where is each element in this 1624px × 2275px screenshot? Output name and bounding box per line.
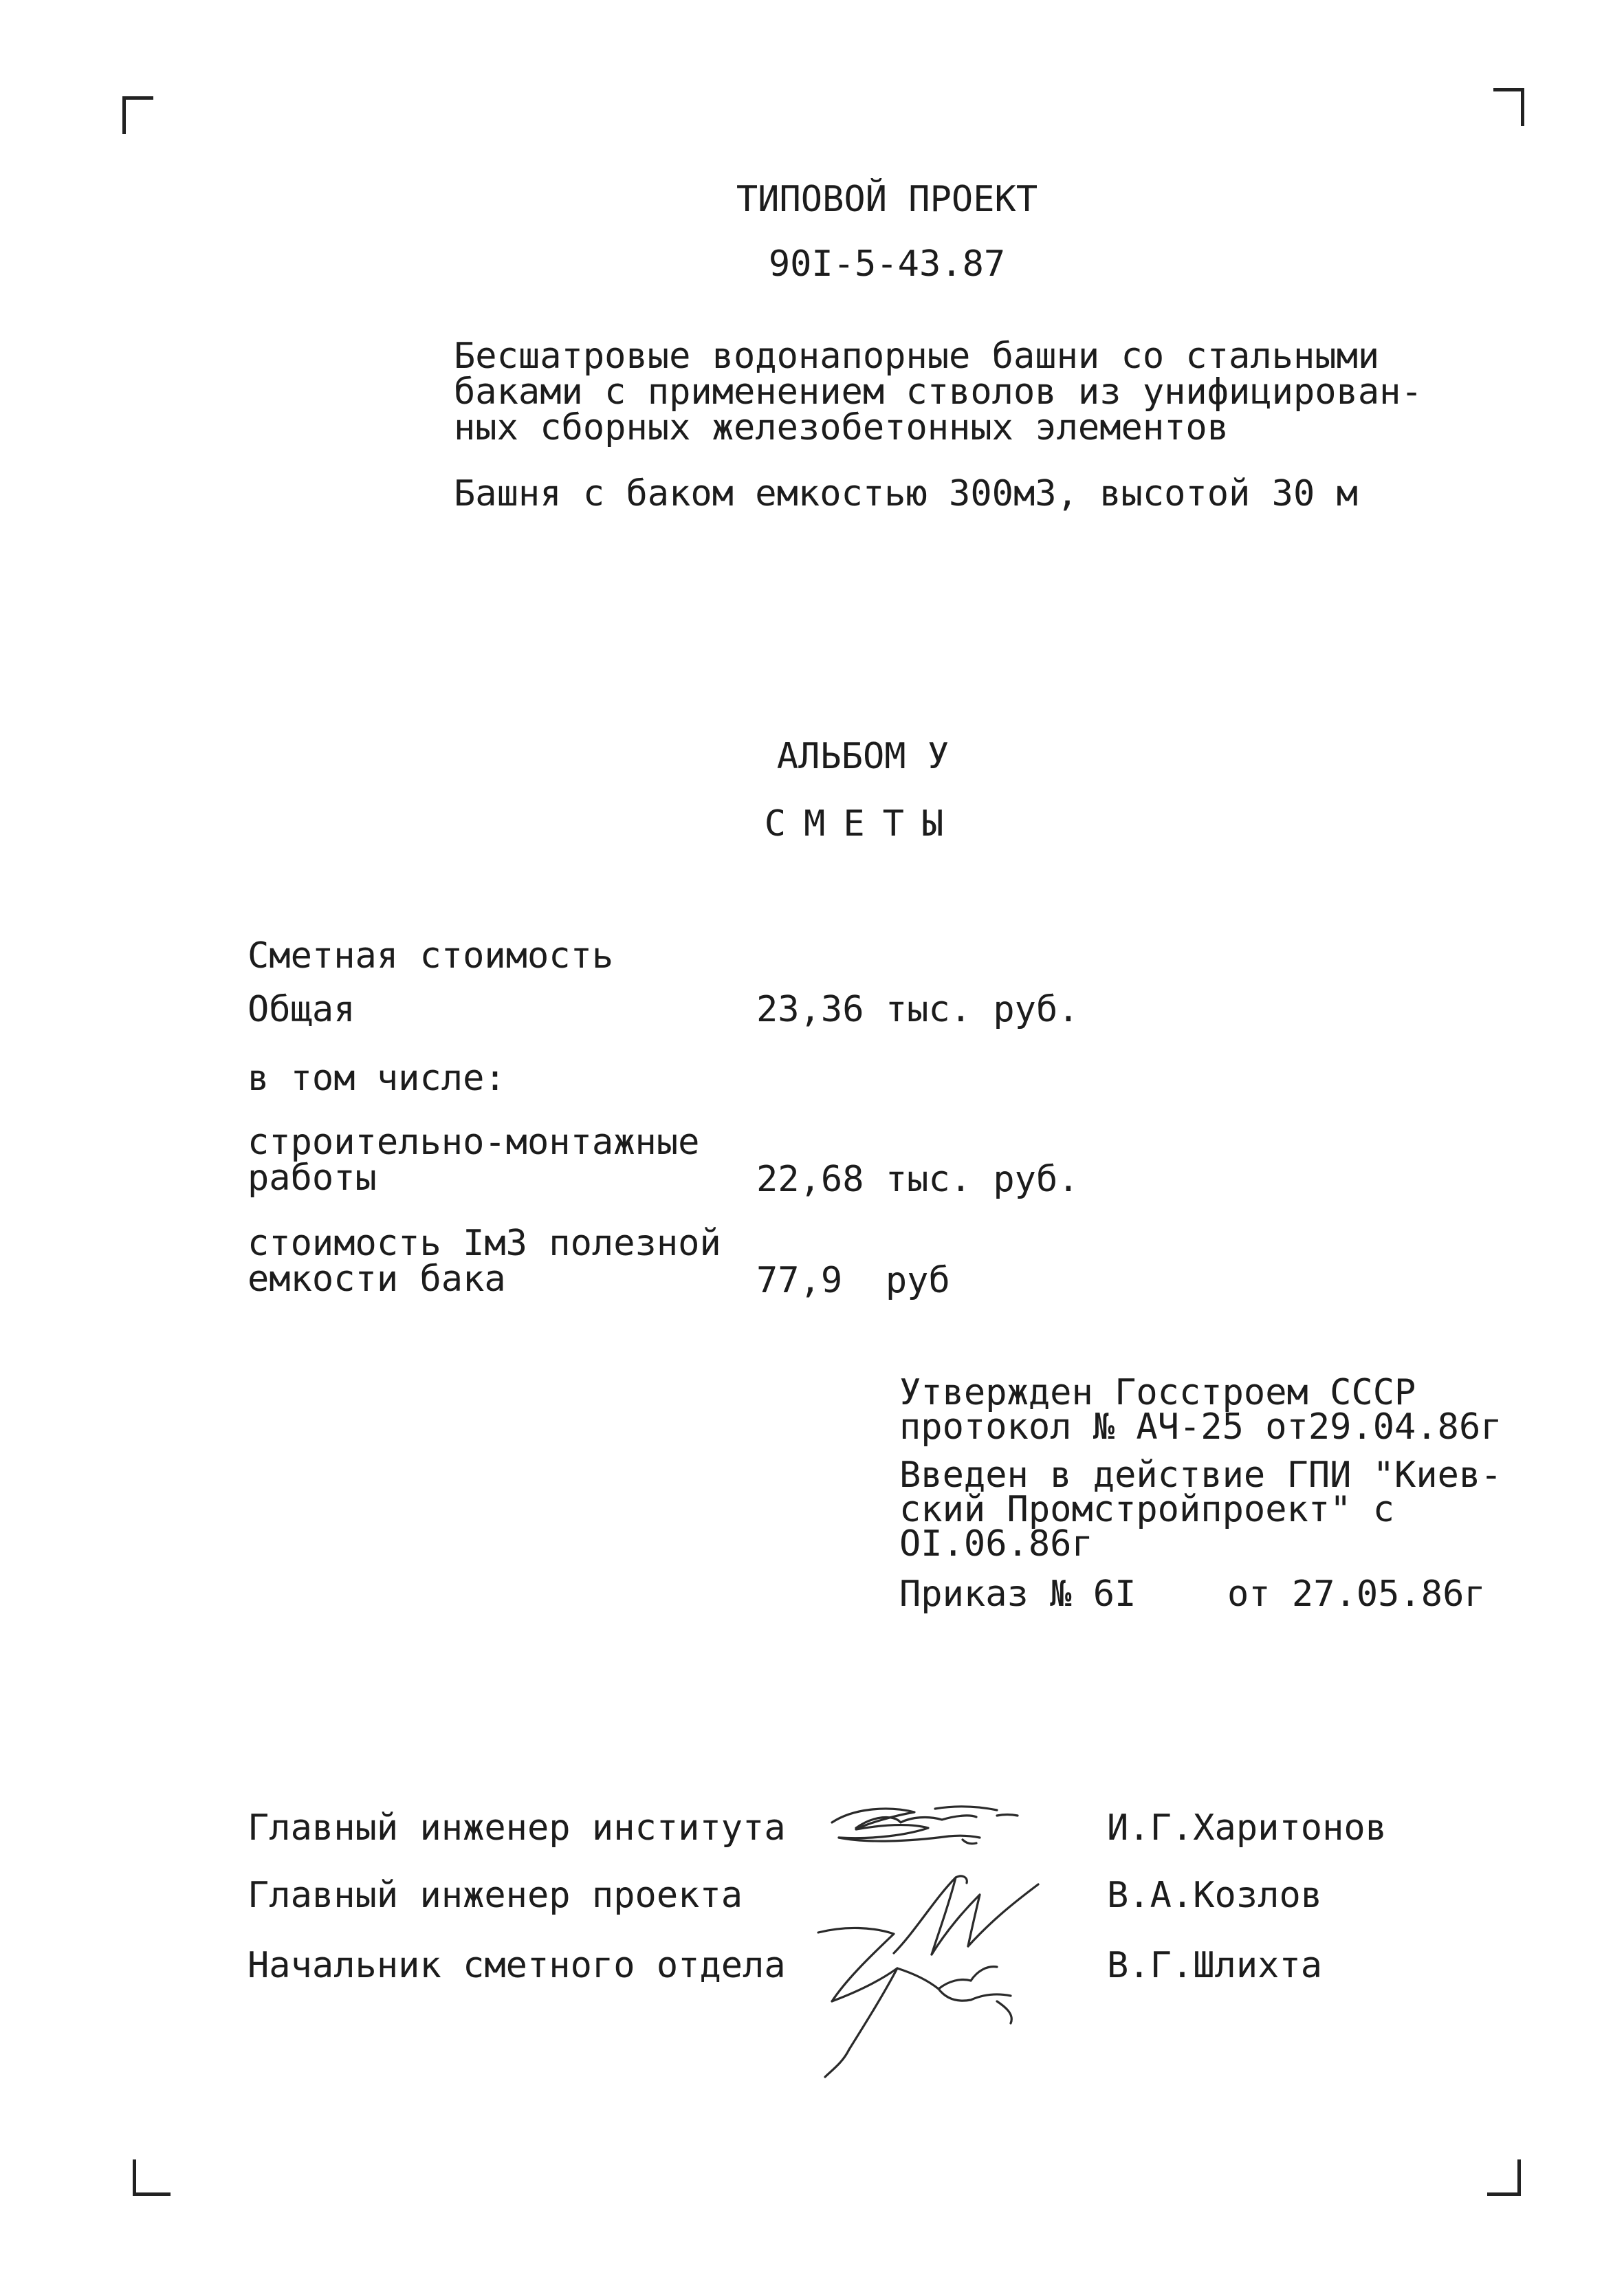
- cost-per-m3-value: 77,9 руб: [756, 1260, 950, 1301]
- corner-mark-bottom-right: [1487, 2159, 1521, 2196]
- order-number: Приказ № 6I: [899, 1574, 1137, 1615]
- cost-including-label: в том числе:: [248, 1058, 506, 1099]
- approval-text: Утвержден Госстроем СССР протокол № АЧ-25 от29.04.86г: [899, 1372, 1502, 1448]
- album-label: АЛЬБОМ У: [776, 736, 950, 777]
- album-subtitle: СМЕТЫ: [764, 803, 962, 845]
- signatory-name: И.Г.Харитонов: [1107, 1807, 1387, 1849]
- corner-mark-bottom-left: [133, 2159, 171, 2196]
- signature-chief-engineer-institute: [832, 1807, 1018, 1844]
- document-title: ТИПОВОЙ ПРОЕКТ: [736, 179, 1038, 220]
- handwritten-signatures: [791, 1774, 1079, 2091]
- cost-construction-label: строительно-монтажные работы: [248, 1122, 700, 1199]
- signatory-title: Начальник сметного отдела: [248, 1945, 786, 1986]
- project-description: Бесшатровые водонапорные башни со стальными баками с применением стволов из унифицирован- ных сборных железобетонных элементов: [454, 336, 1423, 448]
- signatory-title: Главный инженер проекта: [248, 1875, 743, 1916]
- project-code: 90I-5-43.87: [768, 243, 1006, 285]
- signatory-name: В.Г.Шлихта: [1107, 1945, 1323, 1986]
- cost-heading: Сметная стоимость: [248, 935, 614, 977]
- signature-head-estimates-dept: [818, 1928, 1011, 2077]
- signature-chief-engineer-project: [894, 1876, 1038, 1955]
- cost-construction-value: 22,68 тыс. руб.: [756, 1159, 1079, 1200]
- cost-per-m3-label: стоимость Iм3 полезной емкости бака: [248, 1223, 721, 1300]
- tower-spec: Башня с баком емкостью 300м3, высотой 30 м: [454, 473, 1358, 514]
- corner-mark-top-right: [1493, 88, 1524, 126]
- order-date: от 27.05.86г: [1227, 1574, 1486, 1615]
- cost-total-label: Общая: [248, 989, 355, 1030]
- corner-mark-top-left: [122, 96, 153, 134]
- introduction-text: Введен в действие ГПИ "Киев- ский Промстройпроект" с ОI.06.86г: [899, 1455, 1502, 1565]
- signatory-title: Главный инженер института: [248, 1807, 786, 1849]
- signatory-name: В.А.Козлов: [1107, 1875, 1323, 1916]
- cost-total-value: 23,36 тыс. руб.: [756, 989, 1079, 1030]
